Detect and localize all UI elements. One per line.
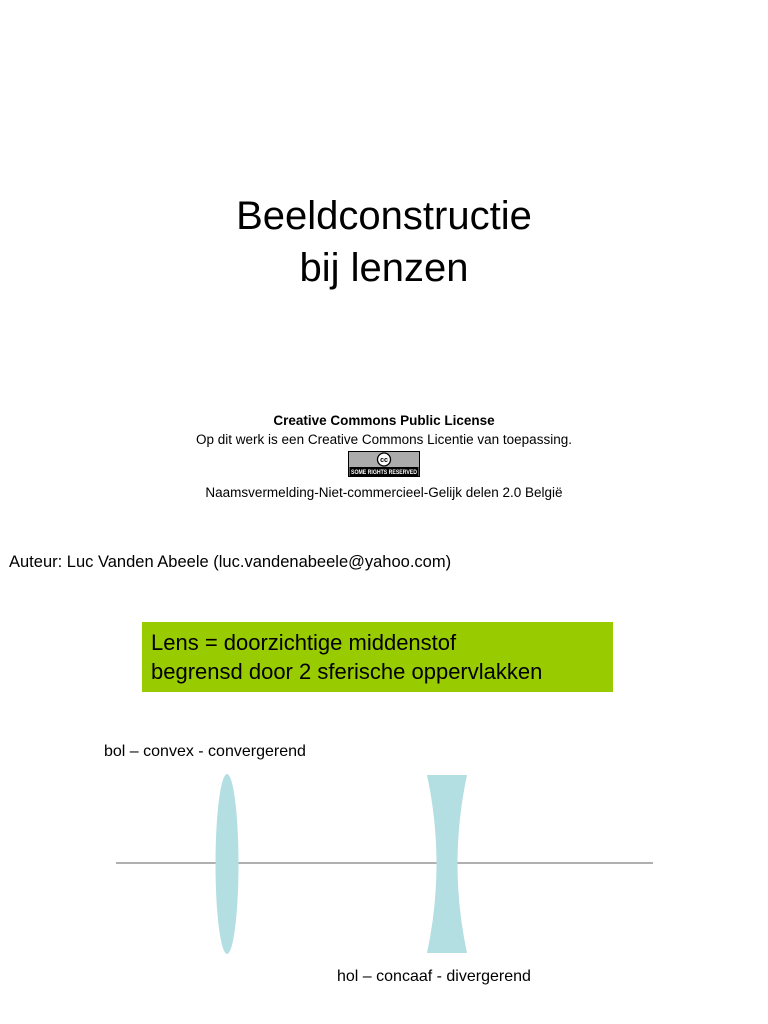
- title-line-1: Beeldconstructie: [236, 194, 532, 238]
- license-block: [0, 411, 768, 502]
- lens-definition-box: [142, 622, 613, 692]
- license-heading: Creative Commons Public License: [273, 413, 495, 428]
- definition-line-2: begrensd door 2 sferische oppervlakken: [151, 659, 543, 684]
- cc-symbol: cc: [380, 457, 388, 464]
- convex-lens: [216, 774, 239, 954]
- title-line-2: bij lenzen: [299, 246, 469, 290]
- page-title: [0, 190, 768, 294]
- license-type: Naamsvermelding-Niet-commercieel-Gelijk delen 2.0 België: [205, 485, 563, 500]
- definition-line-1: Lens = doorzichtige middenstof: [151, 630, 457, 655]
- license-statement: Op dit werk is een Creative Commons Licentie van toepassing.: [196, 432, 572, 447]
- concave-lens-label: hol – concaaf - divergerend: [337, 968, 531, 985]
- concave-lens: [427, 775, 467, 953]
- cc-badge-text: SOME RIGHTS RESERVED: [351, 469, 418, 477]
- convex-lens-label: bol – convex - convergerend: [104, 743, 306, 760]
- author-line: Auteur: Luc Vanden Abeele (luc.vandenabeele@yahoo.com): [9, 553, 452, 571]
- creative-commons-icon[interactable]: [348, 451, 420, 477]
